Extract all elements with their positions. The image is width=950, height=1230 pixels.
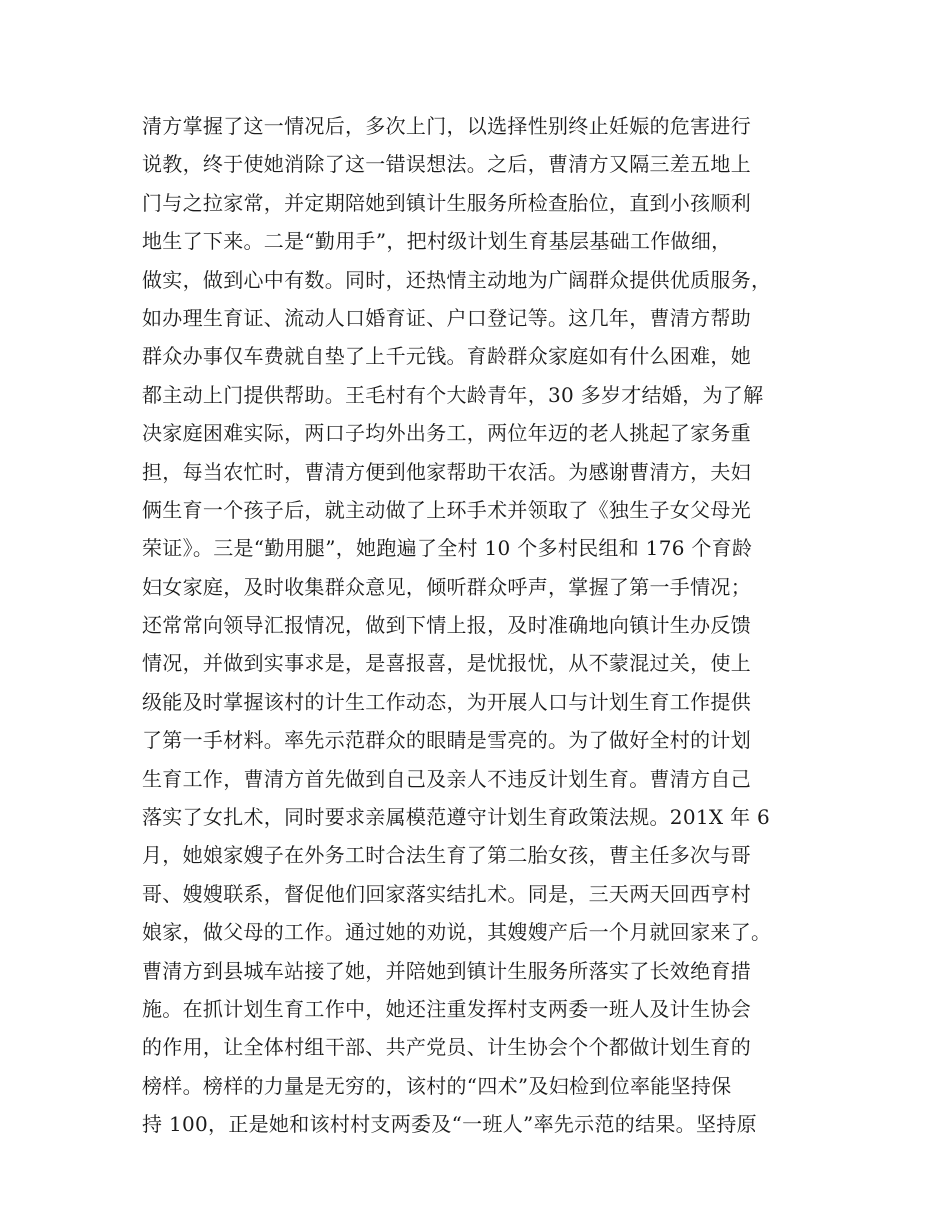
text-line: 做实，做到心中有数。同时，还热情主动地为广阔群众提供优质服务， (142, 267, 772, 292)
text-line: 的作用，让全体村组干部、共产党员、计生协会个个都做计划生育的 (142, 1035, 751, 1060)
text-line: 妇女家庭，及时收集群众意见，倾听群众呼声，掌握了第一手情况； (142, 574, 751, 599)
text-line: 施。在抓计划生育工作中，她还注重发挥村支两委一班人及计生协会 (142, 996, 751, 1021)
text-line: 俩生育一个孩子后，就主动做了上环手术并领取了《独生子女父母光 (142, 497, 751, 522)
body-text (142, 107, 842, 1144)
text-line: 担，每当农忙时，曹清方便到他家帮助干农活。为感谢曹清方，夫妇 (142, 459, 751, 484)
text-line: 群众办事仅车费就自垫了上千元钱。育龄群众家庭如有什么困难，她 (142, 344, 751, 369)
text-line: 生育工作，曹清方首先做到自己及亲人不违反计划生育。曹清方自己 (142, 766, 751, 791)
text-line: 了第一手材料。率先示范群众的眼睛是雪亮的。为了做好全村的计划 (142, 728, 751, 753)
text-line: 榜样。榜样的力量是无穷的，该村的“四术”及妇检到位率能坚持保 (142, 1073, 732, 1098)
text-line: 月，她娘家嫂子在外务工时合法生育了第二胎女孩，曹主任多次与哥 (142, 843, 751, 868)
text-line: 持 100，正是她和该村村支两委及“一班人”率先示范的结果。坚持原 (142, 1112, 757, 1137)
text-line: 曹清方到县城车站接了她，并陪她到镇计生服务所落实了长效绝育措 (142, 958, 751, 983)
text-line: 级能及时掌握该村的计生工作动态，为开展人口与计划生育工作提供 (142, 689, 751, 714)
text-line: 地生了下来。二是“勤用手”，把村级计划生育基层基础工作做细， (142, 229, 732, 254)
text-line: 决家庭困难实际，两口子均外出务工，两位年迈的老人挑起了家务重 (142, 421, 751, 446)
text-line: 说教，终于使她消除了这一错误想法。之后，曹清方又隔三差五地上 (142, 152, 751, 177)
text-line: 都主动上门提供帮助。王毛村有个大龄青年，30 多岁才结婚，为了解 (142, 382, 764, 407)
text-line: 清方掌握了这一情况后，多次上门，以选择性别终止妊娠的危害进行 (142, 114, 751, 138)
text-line: 哥、嫂嫂联系，督促他们回家落实结扎术。同是，三天两天回西亨村 (142, 881, 751, 906)
text-line: 荣证》。三是“勤用腿”，她跑遍了全村 10 个多村民组和 176 个育龄 (142, 536, 753, 561)
text-line: 落实了女扎术，同时要求亲属模范遵守计划生育政策法规。201X 年 6 (142, 805, 771, 830)
text-line: 娘家，做父母的工作。通过她的劝说，其嫂嫂产后一个月就回家来了。 (142, 920, 772, 945)
text-line: 如办理生育证、流动人口婚育证、户口登记等。这几年，曹清方帮助 (142, 305, 751, 330)
text-line: 情况，并做到实事求是，是喜报喜，是忧报忧，从不蒙混过关，使上 (142, 651, 751, 676)
text-line: 门与之拉家常，并定期陪她到镇计生服务所检查胎位，直到小孩顺利 (142, 190, 751, 215)
text-line: 还常常向领导汇报情况，做到下情上报，及时准确地向镇计生办反馈 (142, 613, 751, 638)
